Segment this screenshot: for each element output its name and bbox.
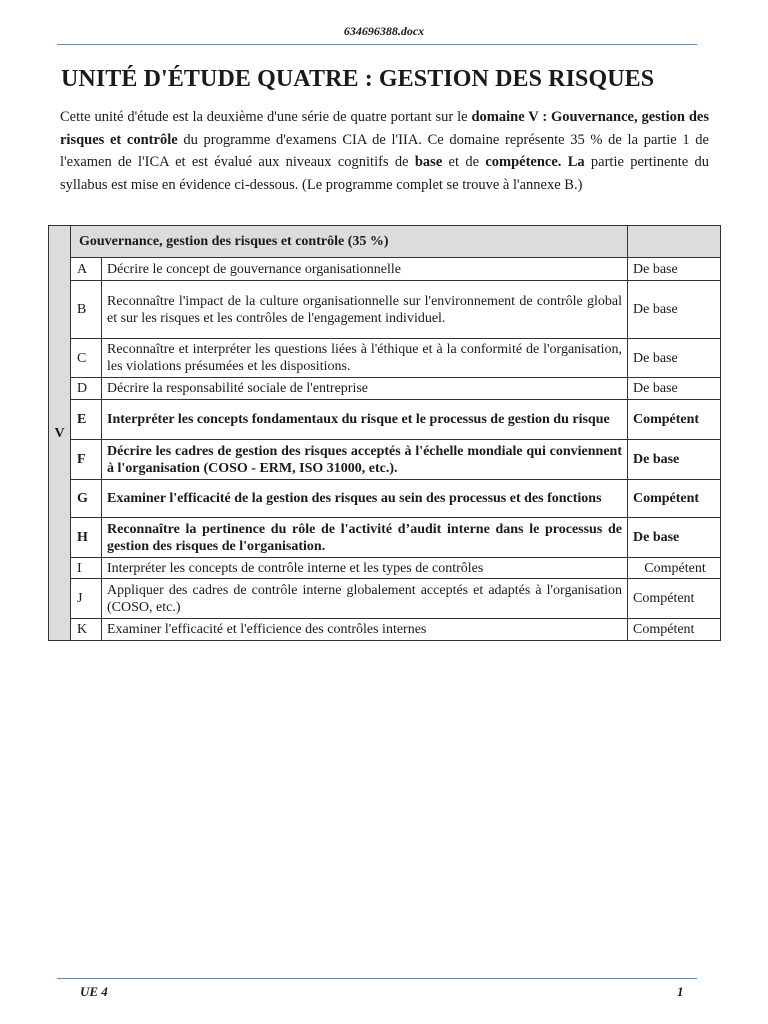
competency-letter: J [71,579,102,619]
competency-description: Décrire le concept de gouvernance organisationnelle [102,258,628,281]
table-header-row [49,226,721,258]
competency-description: Reconnaître l'impact de la culture organisationnelle sur l'environnement de contrôle global et sur les risques et les contrôles de l'engagement individuel. [102,281,628,339]
intro-domain-emphasis: domaine V : Gouvernance, gestion des risques et contrôle [60,109,709,148]
header-rule [57,44,697,45]
table-row [49,480,721,518]
table-row [49,258,721,281]
table-row [49,440,721,480]
competency-description: Décrire les cadres de gestion des risques acceptés à l'échelle mondiale qui conviennent à l'organisation (COSO - ERM, ISO 31000, etc.). [102,440,628,480]
competency-description: Reconnaître et interpréter les questions liées à l'éthique et à la conformité de l'organisation, les violations présumées et les dispositions. [102,339,628,378]
table-heading: Gouvernance, gestion des risques et contrôle (35 %) [71,226,628,258]
table-row [49,558,721,579]
cognitive-level: De base [628,378,721,400]
competency-letter: F [71,440,102,480]
intro-base-emphasis: base [414,154,443,170]
competency-letter: B [71,281,102,339]
cognitive-level: Compétent [628,480,721,518]
cognitive-level: De base [628,339,721,378]
table-row [49,339,721,378]
table-row [49,378,721,400]
table-row [49,400,721,440]
table-row [49,619,721,641]
footer-rule [57,978,697,979]
cognitive-level: De base [628,440,721,480]
competency-letter: C [71,339,102,378]
domain-cell: V [49,226,71,641]
competency-letter: K [71,619,102,641]
cognitive-level: Compétent [628,619,721,641]
competency-description: Décrire la responsabilité sociale de l'entreprise [102,378,628,400]
table-heading-level [628,226,721,258]
table-row [49,281,721,339]
cognitive-level: Compétent [628,400,721,440]
footer-unit-label: UE 4 [80,984,108,999]
competency-letter: D [71,378,102,400]
intro-competence-emphasis: compétence. La [485,154,585,170]
page-title: UNITÉ D'ÉTUDE QUATRE : GESTION DES RISQUES [61,66,655,92]
competency-letter: E [71,400,102,440]
competency-letter: A [71,258,102,281]
intro-text: Cette unité d'étude est la deuxième d'une série de quatre portant sur le [60,109,472,125]
table-row [49,518,721,558]
page-number: 1 [677,984,684,999]
competency-description: Interpréter les concepts fondamentaux du risque et le processus de gestion du risque [102,400,628,440]
intro-text: partie pertinente du syllabus est mise en évidence ci-dessous. (Le programme complet se trouve à l'annexe B.) [60,154,709,193]
cognitive-level: Compétent [628,558,721,579]
competency-description: Appliquer des cadres de contrôle interne globalement acceptés et adaptés à l'organisation (COSO, etc.) [102,579,628,619]
competency-description: Examiner l'efficacité et l'efficience des contrôles internes [102,619,628,641]
cognitive-level: Compétent [628,579,721,619]
competency-description: Examiner l'efficacité de la gestion des risques au sein des processus et des fonctions [102,480,628,518]
cognitive-level: De base [628,258,721,281]
competency-letter: H [71,518,102,558]
cognitive-level: De base [628,518,721,558]
competency-letter: G [71,480,102,518]
intro-text: du programme d'examens CIA de l'IIA. Ce domaine représente 35 % de la partie 1 de l'examen de l'ICA et est évalué aux niveaux cognitifs de [60,131,709,170]
cognitive-level: De base [628,281,721,339]
syllabus-table [48,225,721,641]
competency-description: Interpréter les concepts de contrôle interne et les types de contrôles [102,558,628,579]
table-row [49,579,721,619]
competency-description: Reconnaître la pertinence du rôle de l'activité d’audit interne dans le processus de gestion des risques de l'organisation. [102,518,628,558]
intro-paragraph [60,106,709,196]
competency-letter: I [71,558,102,579]
intro-text: et de [442,154,486,170]
document-filename: 634696388.docx [343,24,425,38]
